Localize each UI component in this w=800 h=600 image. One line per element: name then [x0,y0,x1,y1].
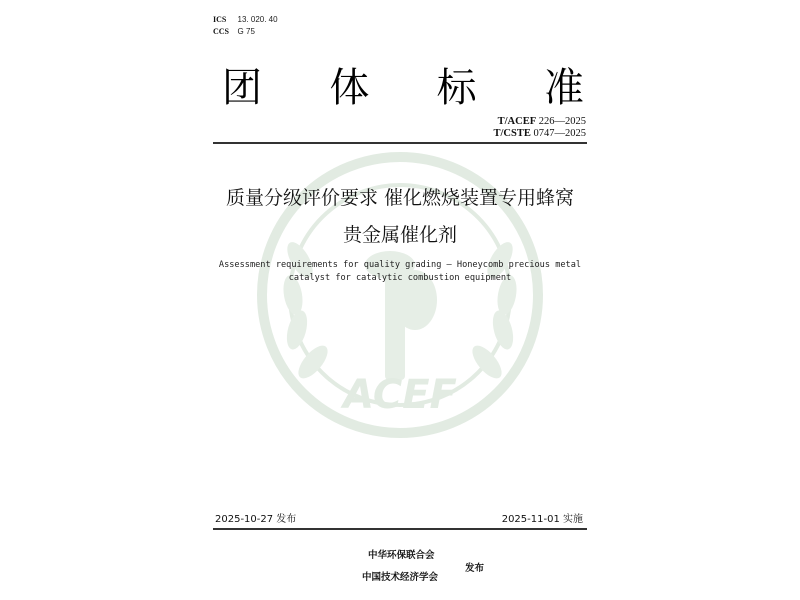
cste-prefix: T/CSTE [493,128,531,139]
publish-label: 发布 [465,563,485,574]
publisher-2: 中国技术经济学会 [362,572,439,583]
cste-number: 0747—2025 [530,128,586,139]
footer-divider [213,528,587,530]
ics-code [213,14,278,26]
acef-number: 226—2025 [536,116,586,127]
english-title-line-2: catalyst for catalytic combustion equipment [288,273,512,283]
header-divider [213,142,587,144]
chinese-title-line-1: 质量分级评价要求 催化燃烧装置专用蜂窝 [225,187,575,209]
cste-standard-number [494,128,586,140]
svg-text:ACEF: ACEF [343,372,457,418]
title-char: 体 [329,65,370,111]
classification-codes [213,14,278,38]
ccs-code [213,26,278,38]
ccs-label: CCS [213,27,230,36]
title-char: 准 [543,65,584,111]
acef-standard-number [494,116,586,128]
release-date: 2025-10-27 发布 [215,514,297,525]
ics-value: 13. 020. 40 [237,15,278,24]
chinese-title-line-2: 贵金属催化剂 [342,224,457,246]
english-title-line-1: Assessment requirements for quality grading — Honeycomb precious metal [218,260,582,270]
document-type-title [218,64,588,112]
standard-numbers [494,116,586,140]
acef-prefix: T/ACEF [497,116,537,127]
ics-label: ICS [213,15,227,24]
ccs-value: G 75 [237,27,255,36]
implementation-date: 2025-11-01 实施 [501,514,583,525]
title-char: 团 [222,65,262,111]
publisher-1: 中华环保联合会 [368,550,435,561]
english-title [200,259,600,285]
title-char: 标 [436,65,477,111]
